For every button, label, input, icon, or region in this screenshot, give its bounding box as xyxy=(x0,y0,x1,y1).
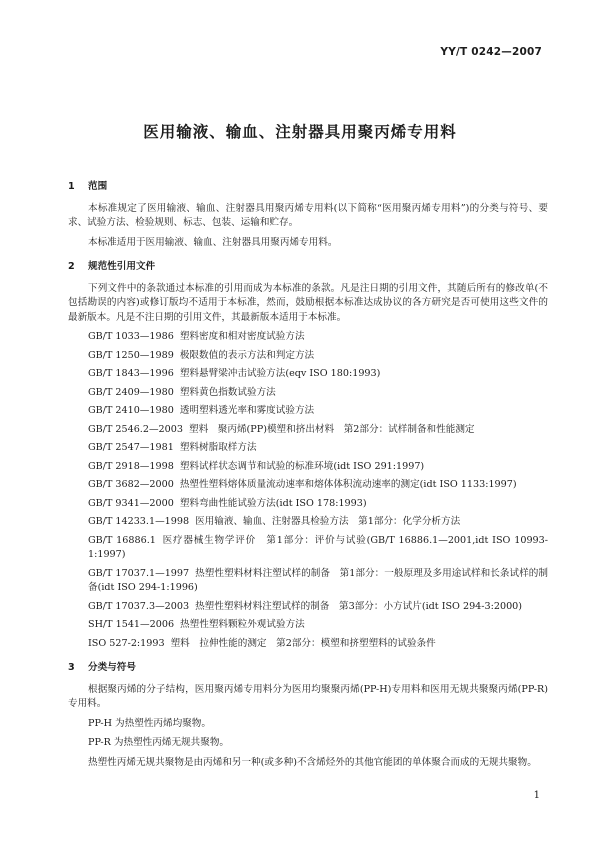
reference-list xyxy=(68,330,548,651)
reference-code: GB/T 2409—1980 xyxy=(88,386,174,398)
standard-code: YY/T 0242—2007 xyxy=(440,46,542,58)
reference-title: 医疗器械生物学评价 第1部分：评价与试验(GB/T 16886.1—2001,idt ISO 10993-1:1997) xyxy=(88,534,548,560)
reference-title: 塑料黄色指数试验方法 xyxy=(179,386,276,398)
reference-title: 塑料树脂取样方法 xyxy=(179,442,257,453)
section-title: 范围 xyxy=(88,181,108,192)
reference-title: 热塑性塑料材料注塑试样的制备 第3部分：小方试片(idt ISO 294-3:2000) xyxy=(195,600,523,612)
paragraph: 本标准适用于医用输液、输血、注射器具用聚丙烯专用料。 xyxy=(88,236,338,248)
reference-code: GB/T 2410—1980 xyxy=(88,405,174,416)
reference-title: 热塑性塑料熔体质量流动速率和熔体体积流动速率的测定(idt ISO 1133:1997) xyxy=(179,479,517,490)
section-title: 分类与符号 xyxy=(88,662,136,673)
section-classification xyxy=(68,661,548,770)
reference-code: SH/T 1541—2006 xyxy=(88,619,175,630)
reference-title: 塑料 拉伸性能的测定 第2部分：模塑和挤塑塑料的试验条件 xyxy=(170,637,436,649)
reference-title: 透明塑料透光率和雾度试验方法 xyxy=(179,405,315,416)
reference-code: ISO 527-2:1993 xyxy=(88,637,165,649)
reference-item xyxy=(68,497,548,512)
reference-title: 塑料弯曲性能试验方法(idt ISO 178:1993) xyxy=(179,497,367,509)
reference-item xyxy=(68,618,548,633)
reference-item xyxy=(68,600,548,615)
reference-title: 医用输液、输血、注射器具检验方法 第1部分：化学分析方法 xyxy=(195,516,461,527)
reference-item xyxy=(68,515,548,530)
reference-code: GB/T 2918—1998 xyxy=(88,460,174,472)
reference-code: GB/T 3682—2000 xyxy=(88,479,174,490)
reference-code: GB/T 17037.1—1997 xyxy=(88,567,190,579)
section-number: 2 xyxy=(68,261,75,272)
reference-item xyxy=(68,404,548,419)
reference-title: 塑料 聚丙烯(PP)模塑和挤出材料 第2部分：试样制备和性能测定 xyxy=(188,423,475,435)
paragraph: PP-R 为热塑性丙烯无规共聚物。 xyxy=(88,737,230,748)
reference-title: 塑料试样状态调节和试验的标准环境(idt ISO 291:1997) xyxy=(179,460,425,472)
reference-item xyxy=(68,349,548,364)
reference-item xyxy=(68,367,548,382)
reference-code: GB/T 1033—1986 xyxy=(88,331,174,342)
reference-item xyxy=(68,567,548,596)
section-number: 1 xyxy=(68,181,75,192)
reference-item xyxy=(68,478,548,493)
reference-title: 热塑性塑料材料注塑试样的制备 第1部分：一般原理及多用途试样和长条试样的制备(idt ISO 294-1:1996) xyxy=(88,567,549,593)
document-title: 医用输液、输血、注射器具用聚丙烯专用料 xyxy=(143,123,457,141)
reference-item xyxy=(68,441,548,456)
reference-title: 塑料悬臂梁冲击试验方法(eqv ISO 180:1993) xyxy=(179,368,381,379)
reference-code: GB/T 9341—2000 xyxy=(88,497,174,509)
page-number: 1 xyxy=(533,790,540,801)
reference-item xyxy=(68,534,548,563)
reference-code: GB/T 1250—1989 xyxy=(88,349,174,361)
paragraph: 本标准规定了医用输液、输血、注射器具用聚丙烯专用料(以下简称“医用聚丙烯专用料”)的分类与符号、要求、试验方法、检验规则、标志、包装、运输和贮存。 xyxy=(68,202,548,228)
paragraph: 根据聚丙烯的分子结构，医用聚丙烯专用料分为医用均聚聚丙烯(PP-H)专用料和医用无规共聚聚丙烯(PP-R)专用料。 xyxy=(68,683,548,709)
section-heading xyxy=(68,180,548,195)
reference-title: 塑料密度和相对密度试验方法 xyxy=(179,331,305,342)
section-heading xyxy=(68,260,548,275)
reference-item xyxy=(68,330,548,345)
section-title: 规范性引用文件 xyxy=(88,261,156,272)
document-body xyxy=(68,180,548,780)
paragraph: 下列文件中的条款通过本标准的引用而成为本标准的条款。凡是注日期的引用文件，其随后所有的修改单(不包括勘误的内容)或修订版均不适用于本标准，然而，鼓励根据本标准达成协议的各方研究是否可使用这些文件的最新版本。凡是不注日期的引用文件，其最新版本适用于本标准。 xyxy=(68,282,548,323)
section-heading xyxy=(68,661,548,676)
section-normative-references xyxy=(68,260,548,651)
reference-item xyxy=(68,386,548,401)
reference-code: GB/T 2546.2—2003 xyxy=(88,423,183,435)
section-scope xyxy=(68,180,548,250)
reference-title: 热塑性塑料颗粒外观试验方法 xyxy=(180,619,305,630)
paragraph: 热塑性丙烯无规共聚物是由丙烯和另一种(或多种)不含烯烃外的其他官能团的单体聚合而成的无规共聚物。 xyxy=(88,756,537,768)
reference-code: GB/T 16886.1 xyxy=(88,534,156,546)
reference-title: 极限数值的表示方法和判定方法 xyxy=(179,349,315,361)
reference-code: GB/T 17037.3—2003 xyxy=(88,600,190,612)
reference-code: GB/T 1843—1996 xyxy=(88,368,174,379)
reference-item xyxy=(68,460,548,475)
reference-item xyxy=(68,423,548,438)
reference-item xyxy=(68,637,548,652)
reference-code: GB/T 14233.1—1998 xyxy=(88,516,190,527)
reference-code: GB/T 2547—1981 xyxy=(88,442,174,453)
section-number: 3 xyxy=(68,662,75,673)
paragraph: PP-H 为热塑性丙烯均聚物。 xyxy=(88,717,211,729)
